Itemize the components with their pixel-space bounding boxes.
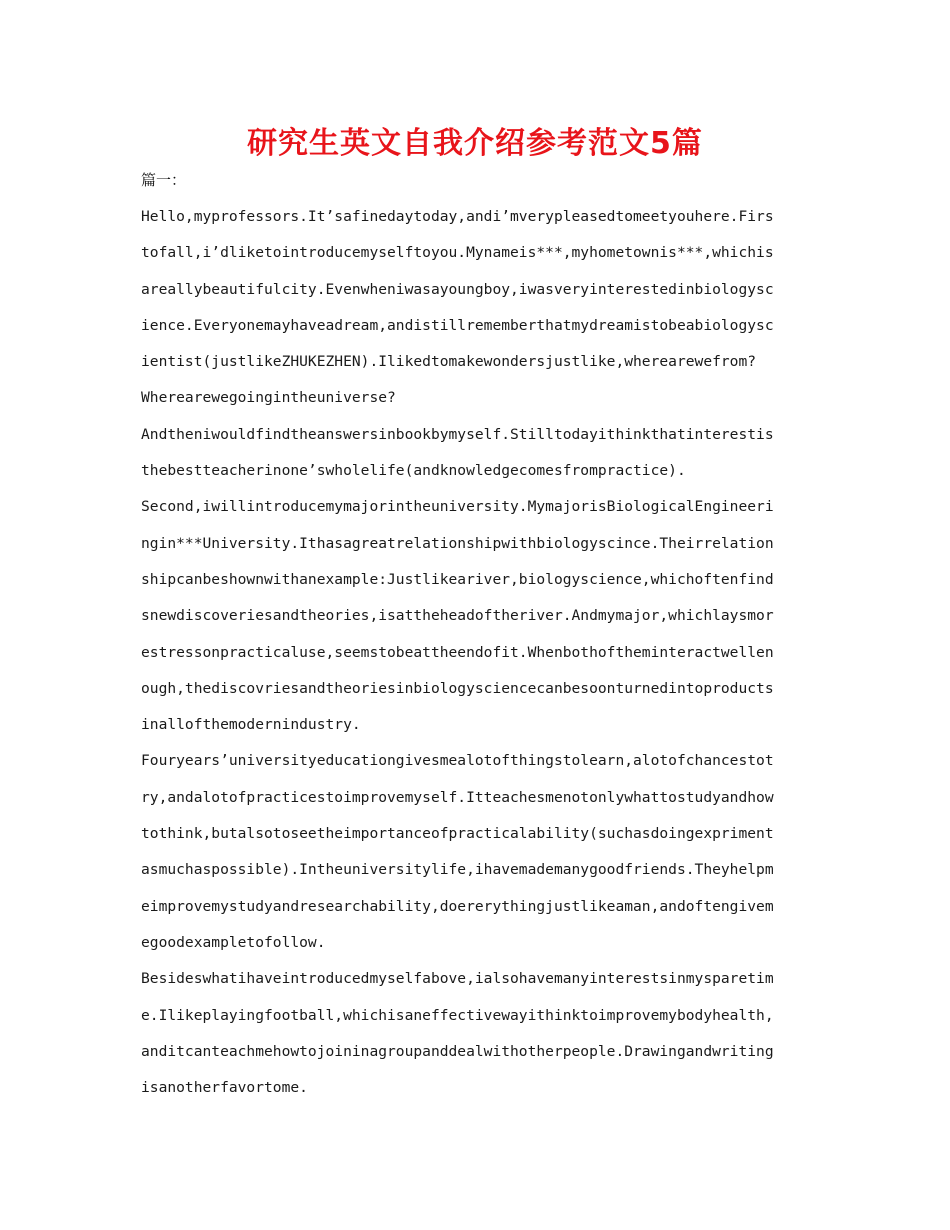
body-line: ientist(justlikeZHUKEZHEN).Ilikedtomakewondersjustlike,wherearewefrom? [141,353,757,371]
body-line: inallofthemodernindustry. [141,716,361,734]
body-line: Besideswhatihaveintroducedmyselfabove,ialsohavemanyinterestsinmysparetim [141,970,774,988]
body-line: shipcanbeshownwithanexample:Justlikeariver,biologyscience,whichoftenfind [141,570,774,588]
body-line: Hello,myprofessors.It’safinedaytoday,andi’mverypleasedtomeetyouhere.Firs [141,208,774,225]
body-line: thebestteacherinone’swholelife(andknowledgecomesfrompractice). [141,462,686,480]
body-line: ngin***University.Ithasagreatrelationshipwithbiologyscince.Theirrelation [141,534,774,552]
body-line: estressonpracticaluse,seemstobeattheendofit.Whenbothoftheminteractwellen [141,643,774,661]
body-line: tothink,butalsotoseetheimportanceofpracticalability(suchasdoingexpriment [141,825,774,843]
body-line: Andtheniwouldfindtheanswersinbookbymyself.Stilltodayithinkthatinterestis [141,425,774,443]
body-text [141,199,813,1106]
body-line: Second,iwillintroducemymajorintheuniversity.MymajorisBiologicalEngineeri [141,498,774,516]
body-line: egoodexampletofollow. [141,933,326,951]
body-line: anditcanteachmehowtojoininagroupanddealwithotherpeople.Drawingandwriting [141,1042,774,1060]
body-line: snewdiscoveriesandtheories,isattheheadoftheriver.Andmymajor,whichlaysmor [141,607,774,625]
body-line: isanotherfavortome. [141,1079,308,1097]
document-title: 研究生英文自我介绍参考范文5篇 [247,126,703,161]
body-line: eimprovemystudyandresearchability,doererythingjustlikeaman,andoftengivem [141,897,774,915]
section-label: 篇一： [141,171,187,189]
body-line: ough,thediscovriesandtheoriesinbiologysciencecanbesoonturnedintoproducts [141,679,774,697]
body-line: Fouryears’universityeducationgivesmealotofthingstolearn,alotofchancestot [141,752,774,770]
body-line: Wherearewegoingintheuniverse? [141,389,396,407]
body-line: tofall,i’dliketointroducemyselftoyou.Mynameis***,myhometownis***,whichis [141,244,774,262]
body-line: areallybeautifulcity.Evenwheniwasayoungboy,iwasveryinterestedinbiologysc [141,280,774,298]
body-line: e.Ilikeplayingfootball,whichisaneffectivewayithinktoimprovemybodyhealth, [141,1006,774,1024]
body-line: ry,andalotofpracticestoimprovemyself.Itteachesmenotonlywhattostudyandhow [141,788,774,806]
body-line: asmuchaspossible).Intheuniversitylife,ihavemademanygoodfriends.Theyhelpm [141,861,774,879]
body-line: ience.Everyonemayhaveadream,andistillrememberthatmydreamistobeabiologysc [141,316,774,334]
